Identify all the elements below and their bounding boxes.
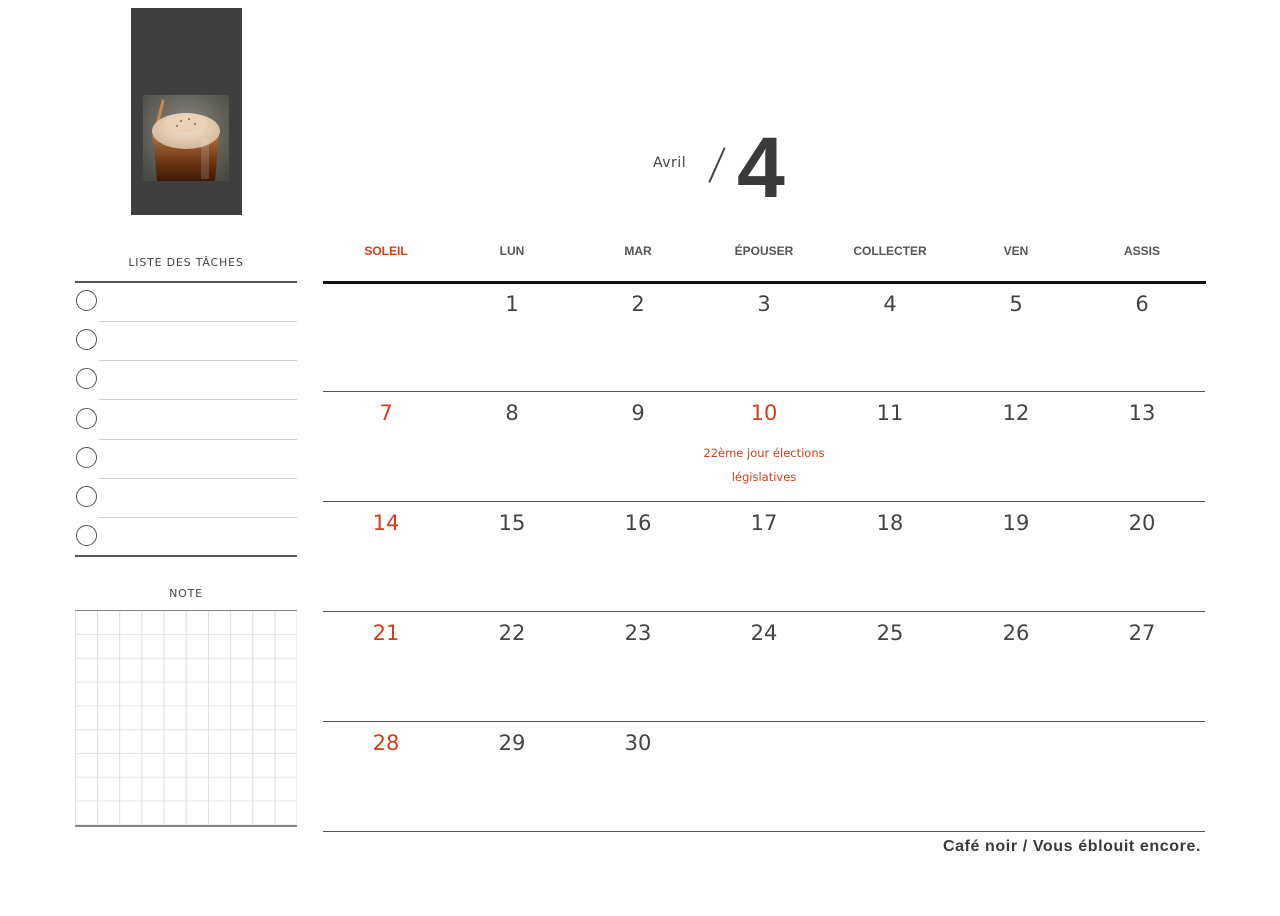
day-cell[interactable] [827, 502, 953, 611]
calendar-week [323, 612, 1205, 722]
day-cell[interactable] [323, 612, 449, 721]
day-number: 25 [876, 621, 904, 645]
weekday-label: COLLECTER [853, 244, 927, 258]
task-row [75, 322, 297, 361]
day-cell[interactable] [575, 392, 701, 501]
day-cell[interactable] [1079, 283, 1205, 391]
day-number: 26 [1002, 621, 1030, 645]
day-number [827, 722, 953, 731]
day-cell[interactable] [953, 612, 1079, 721]
day-number: 15 [498, 511, 526, 535]
day-number: 29 [498, 731, 526, 755]
month-name: Avril [653, 155, 687, 171]
month-divider [708, 147, 725, 182]
coffee-photo [143, 95, 229, 181]
weekday-label: LUN [499, 244, 525, 258]
calendar-week [323, 722, 1205, 832]
day-cell[interactable] [449, 502, 575, 611]
day-number: 18 [876, 511, 904, 535]
task-row [75, 440, 297, 479]
day-cell[interactable] [953, 502, 1079, 611]
day-cell[interactable] [449, 612, 575, 721]
task-checkbox[interactable] [76, 368, 97, 389]
day-number: 27 [1128, 621, 1156, 645]
task-checkbox[interactable] [76, 408, 97, 429]
day-cell[interactable] [701, 283, 827, 391]
day-number [1079, 722, 1205, 731]
note-title: NOTE [169, 587, 203, 600]
tasks-title: LISTE DES TÂCHES [128, 256, 244, 269]
day-cell[interactable] [701, 502, 827, 611]
day-cell[interactable] [323, 283, 449, 391]
day-number: 30 [624, 731, 652, 755]
day-cell[interactable] [575, 612, 701, 721]
photo-panel [131, 8, 242, 215]
day-number: 6 [1135, 292, 1149, 316]
day-number: 2 [631, 292, 645, 316]
day-cell[interactable] [323, 722, 449, 831]
weekday-label: ÉPOUSER [734, 244, 794, 258]
day-cell[interactable] [701, 392, 827, 501]
day-number: 8 [505, 401, 519, 425]
task-row [75, 361, 297, 400]
day-number: 16 [624, 511, 652, 535]
month-number: 4 [737, 120, 785, 216]
calendar-grid [323, 283, 1205, 832]
day-number: 11 [876, 401, 904, 425]
day-number: 3 [757, 292, 771, 316]
day-cell[interactable] [1079, 722, 1205, 831]
task-row [75, 518, 297, 557]
day-number [323, 283, 449, 292]
day-number: 20 [1128, 511, 1156, 535]
day-cell[interactable] [827, 612, 953, 721]
day-cell[interactable] [575, 722, 701, 831]
day-number: 13 [1128, 401, 1156, 425]
day-cell[interactable] [575, 283, 701, 391]
day-number: 12 [1002, 401, 1030, 425]
day-cell[interactable] [1079, 502, 1205, 611]
day-cell[interactable] [953, 722, 1079, 831]
day-number: 14 [372, 511, 400, 535]
day-number: 5 [1009, 292, 1023, 316]
day-cell[interactable] [1079, 392, 1205, 501]
day-cell[interactable] [827, 283, 953, 391]
footer-tagline: Café noir / Vous éblouit encore. [942, 838, 1201, 855]
day-cell[interactable] [953, 392, 1079, 501]
task-checkbox[interactable] [76, 486, 97, 507]
day-number [953, 722, 1079, 731]
day-number: 24 [750, 621, 778, 645]
day-cell[interactable] [701, 612, 827, 721]
day-cell[interactable] [1079, 612, 1205, 721]
weekday-label: ASSIS [1123, 244, 1160, 258]
day-number: 10 [750, 401, 778, 425]
task-checkbox[interactable] [76, 329, 97, 350]
calendar-week [323, 502, 1205, 612]
day-number: 22 [498, 621, 526, 645]
calendar-week [323, 283, 1205, 392]
day-cell[interactable] [449, 392, 575, 501]
calendar-week [323, 392, 1205, 502]
day-number: 9 [631, 401, 645, 425]
day-number: 19 [1002, 511, 1030, 535]
day-number: 7 [379, 401, 393, 425]
day-number: 17 [750, 511, 778, 535]
task-checkbox[interactable] [76, 525, 97, 546]
day-cell[interactable] [449, 722, 575, 831]
task-checkbox[interactable] [76, 290, 97, 311]
task-row [75, 401, 297, 440]
day-number: 28 [372, 731, 400, 755]
weekday-label: SOLEIL [364, 244, 408, 258]
day-number: 21 [372, 621, 400, 645]
task-checkbox[interactable] [76, 447, 97, 468]
day-number: 23 [624, 621, 652, 645]
day-cell[interactable] [575, 502, 701, 611]
day-cell[interactable] [449, 283, 575, 391]
day-cell[interactable] [323, 502, 449, 611]
day-cell[interactable] [953, 283, 1079, 391]
weekday-header [323, 244, 1205, 264]
day-number: 4 [883, 292, 897, 316]
weekday-label: VEN [1003, 244, 1029, 258]
note-grid[interactable] [75, 610, 297, 827]
weekday-label: MAR [624, 244, 652, 258]
event-label: 22ème jour élections législatives [703, 446, 825, 484]
task-row [75, 283, 297, 322]
day-cell[interactable] [827, 392, 953, 501]
day-number [701, 722, 827, 731]
day-number: 1 [505, 292, 519, 316]
day-cell[interactable] [701, 722, 827, 831]
task-row [75, 479, 297, 518]
day-cell[interactable] [827, 722, 953, 831]
day-cell[interactable] [323, 392, 449, 501]
